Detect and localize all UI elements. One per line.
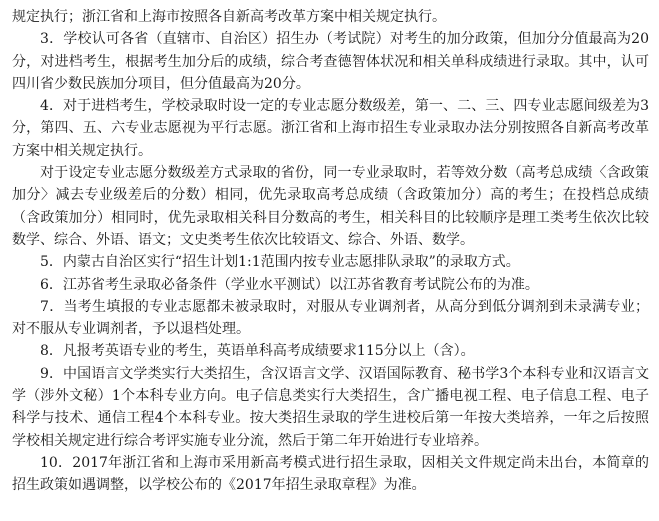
paragraph-continued: 规定执行；浙江省和上海市按照各自新高考改革方案中相关规定执行。 xyxy=(12,9,446,25)
paragraph-item-4: 4．对于进档考生，学校录取时设一定的专业志愿分数级差，第一、二、三、四专业志愿间级差为3分，第四、五、六专业志愿视为平行志愿。浙江省和上海市招生专业录取办法分别按照各自新高考改革方案中相关规定执行。 xyxy=(12,98,649,159)
paragraph-item-9: 9．中国语言文学类实行大类招生，含汉语言文学、汉语国际教育、秘书学3个本科专业和汉语言文学（涉外文秘）1个本科专业方向。电子信息类实行大类招生，含广播电视工程、电子信息工程、电子科学与技术、通信工程4个本科专业。按大类招生录取的学生进校后第一年按大类培养，一年之后按照学校相关规定进行综合考评实施专业分流，然后于第二年开始进行专业培养。 xyxy=(12,365,649,449)
paragraph-item-6: 6．江苏省考生录取必备条件（学业水平测试）以江苏省教育考试院公布的为准。 xyxy=(40,276,539,293)
paragraph-item-4-detail: 对于设定专业志愿分数级差方式录取的省份，同一专业录取时，若等效分数（高考总成绩〈含政策加分〉减去专业级差后的分数）相同，优先录取高考总成绩（含政策加分）高的考生；在投档总成绩（含政策加分）相同时，优先录取相关科目分数高的考生，相关科目的比较顺序是理工类考生依次比较数学、综合、外语、语文；文史类考生依次比较语文、综合、外语、数学。 xyxy=(12,165,649,248)
paragraph-item-10: 10．2017年浙江省和上海市采用新高考模式进行招生录取，因相关文件规定尚未出台，本简章的招生政策如遇调整，以学校公布的《2017年招生录取章程》为准。 xyxy=(12,454,649,494)
paragraph-item-7: 7．当考生填报的专业志愿都未被录取时，对服从专业调剂者，从高分到低分调剂到未录满专业；对不服从专业调剂者，予以退档处理。 xyxy=(12,298,649,338)
paragraph-item-3: 3．学校认可各省（直辖市、自治区）招生办（考试院）对考生的加分政策，但加分分值最高为20分，对进档考生，根据考生加分后的成绩，综合考查德智体状况和相关单科成绩进行录取。其中，认可四川省少数民族加分项目，但分值最高为20分。 xyxy=(12,31,649,92)
paragraph-item-8: 8．凡报考英语专业的考生，英语单科高考成绩要求115分以上（含）。 xyxy=(40,343,475,360)
paragraph-item-5: 5．内蒙古自治区实行“招生计划1:1范围内按专业志愿排队录取”的录取方式。 xyxy=(40,254,520,271)
